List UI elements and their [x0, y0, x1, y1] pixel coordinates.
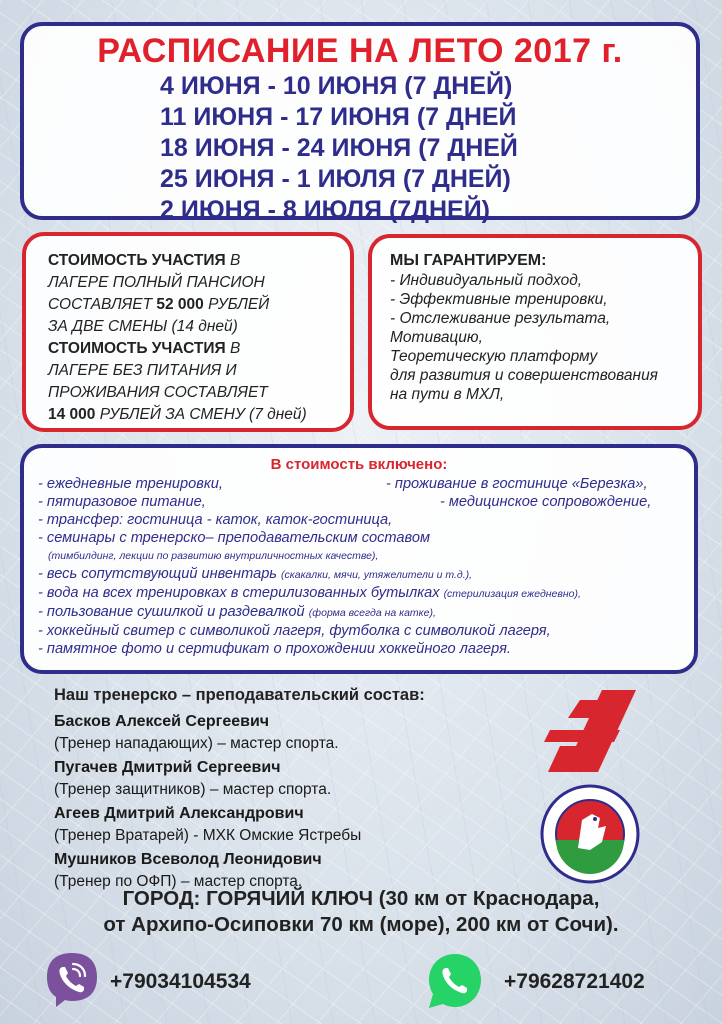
location-section — [0, 886, 722, 938]
kuban-club-logo-icon — [540, 784, 640, 884]
cost-line: СТОИМОСТЬ УЧАСТИЯ В — [48, 252, 241, 269]
coach-name: Мушников Всеволод Леонидович — [54, 851, 322, 868]
included-note: (тимбилдинг, лекции по развитию внутриличностных качестве), — [48, 550, 379, 562]
guarantee-item: - Эффективные тренировки, — [390, 291, 608, 308]
cost-panel — [22, 232, 354, 432]
included-item: - трансфер: гостиница - каток, каток-гостиница, — [38, 512, 393, 528]
guarantee-heading: МЫ ГАРАНТИРУЕМ: — [390, 252, 547, 269]
included-item: - пользование сушилкой и раздевалкой (форма всегда на катке), — [38, 604, 436, 620]
cost-line: ЗА ДВЕ СМЕНЫ (14 дней) — [48, 318, 238, 335]
coach-role: (Тренер Вратарей) - МХК Омские Ястребы — [54, 827, 362, 844]
coach-role: (Тренер защитников) – мастер спорта. — [54, 781, 332, 798]
cost-line: 14 000 РУБЛЕЙ ЗА СМЕНУ (7 дней) — [48, 406, 307, 423]
guarantee-item: - Индивидуальный подход, — [390, 272, 583, 289]
guarantee-item: Теоретическую платформу — [390, 348, 598, 365]
included-item: - вода на всех тренировках в стерилизованных бутылках (стерилизация ежедневно), — [38, 585, 581, 601]
guarantee-item: Мотивацию, — [390, 329, 483, 346]
included-item: - хоккейный свитер с символикой лагеря, футболка с символикой лагеря, — [38, 623, 551, 639]
whatsapp-icon[interactable] — [424, 950, 486, 1012]
location-line: от Архипо-Осиповки 70 км (море), 200 км от Сочи). — [103, 913, 619, 936]
guarantee-panel — [368, 234, 702, 430]
included-item: - ежедневные тренировки, - проживание в гостинице «Березка», — [38, 476, 648, 492]
schedule-panel — [20, 22, 700, 224]
included-item: - весь сопутствующий инвентарь (скакалки, мячи, утяжелители и т.д.), — [38, 566, 473, 582]
schedule-week: 2 ИЮНЯ - 8 ИЮЛЯ (7ДНЕЙ) — [160, 196, 491, 224]
schedule-title: РАСПИСАНИЕ НА ЛЕТО 2017 г. — [97, 32, 623, 70]
coach-name: Пугачев Дмитрий Сергеевич — [54, 759, 281, 776]
viber-icon[interactable] — [42, 950, 102, 1010]
cost-line: ЛАГЕРЕ ПОЛНЫЙ ПАНСИОН — [48, 274, 265, 291]
schedule-week: 25 ИЮНЯ - 1 ИЮЛЯ (7 ДНЕЙ) — [160, 165, 511, 193]
included-item: - пятиразовое питание, - медицинское сопровождение, — [38, 494, 652, 510]
included-item: - семинары с тренерско– преподавательским составом — [38, 530, 430, 546]
guarantee-item: - Отслеживание результата, — [390, 310, 611, 327]
included-heading: В стоимость включено: — [270, 456, 448, 473]
location-line: ГОРОД: ГОРЯЧИЙ КЛЮЧ (30 км от Краснодара, — [122, 887, 600, 910]
schedule-week: 4 ИЮНЯ - 10 ИЮНЯ (7 ДНЕЙ) — [160, 72, 513, 100]
coach-role: (Тренер по ОФП) – мастер спорта. — [54, 873, 303, 890]
coach-name: Агеев Дмитрий Александрович — [54, 805, 304, 822]
included-panel — [20, 444, 698, 674]
schedule-week: 18 ИЮНЯ - 24 ИЮНЯ (7 ДНЕЙ — [160, 134, 518, 162]
coaches-heading: Наш тренерско – преподавательский состав: — [54, 686, 425, 704]
coaches-section — [54, 686, 494, 895]
included-item: - памятное фото и сертификат о прохождении хоккейного лагеря. — [38, 641, 511, 657]
coach-role: (Тренер нападающих) – мастер спорта. — [54, 735, 339, 752]
cost-line: СТОИМОСТЬ УЧАСТИЯ В — [48, 340, 241, 357]
cost-line: СОСТАВЛЯЕТ 52 000 РУБЛЕЙ — [48, 296, 270, 313]
whatsapp-phone[interactable]: +79628721402 — [504, 970, 645, 993]
schedule-week: 11 ИЮНЯ - 17 ИЮНЯ (7 ДНЕЙ — [160, 103, 517, 131]
guarantee-item: на пути в МХЛ, — [390, 386, 505, 403]
coach-name: Басков Алексей Сергеевич — [54, 713, 270, 730]
red-a-logo-icon — [540, 690, 636, 772]
cost-line: ПРОЖИВАНИЯ СОСТАВЛЯЕТ — [48, 384, 268, 401]
guarantee-item: для развития и совершенствования — [390, 367, 658, 384]
viber-phone[interactable]: +79034104534 — [110, 970, 251, 993]
cost-line: ЛАГЕРЕ БЕЗ ПИТАНИЯ И — [48, 362, 237, 379]
